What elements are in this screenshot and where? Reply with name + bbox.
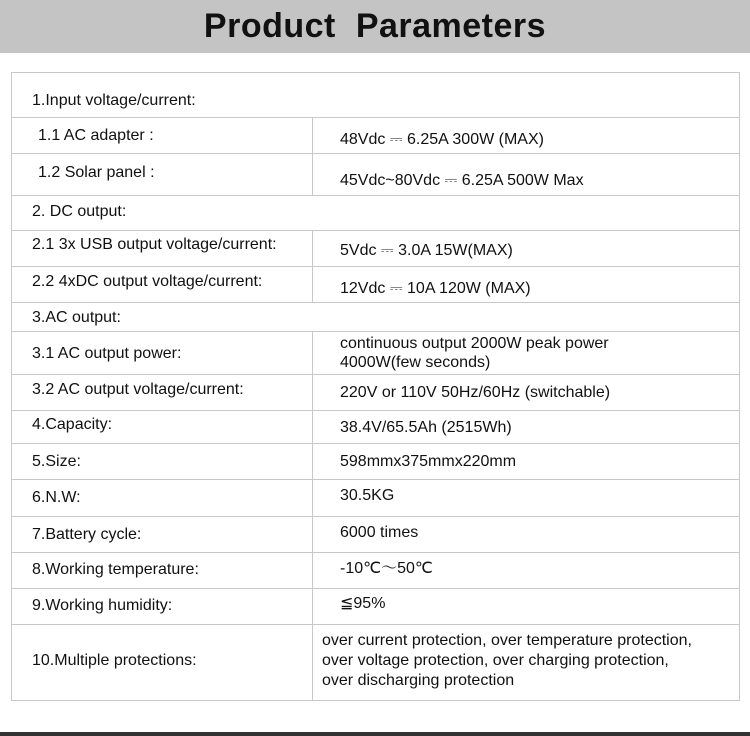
- row-value: -10℃～50℃: [340, 560, 433, 577]
- row-value: 4000W(few seconds): [340, 354, 491, 371]
- row-value: 12Vdc ⎓ 10A 120W (MAX): [340, 280, 531, 297]
- table-row: [12, 73, 739, 118]
- row-value: 5Vdc ⎓ 3.0A 15W(MAX): [340, 242, 513, 259]
- table-row: [12, 480, 739, 517]
- row-label: 3.2 AC output voltage/current:: [32, 381, 244, 398]
- row-value: 45Vdc~80Vdc ⎓ 6.25A 500W Max: [340, 172, 584, 189]
- table-row: [12, 517, 739, 553]
- row-label: 3.AC output:: [32, 309, 121, 326]
- row-value: 598mmx375mmx220mm: [340, 453, 517, 470]
- row-label: 1.Input voltage/current:: [32, 92, 196, 109]
- row-label: 2.2 4xDC output voltage/current:: [32, 273, 263, 290]
- row-value: 220V or 110V 50Hz/60Hz (switchable): [340, 384, 611, 401]
- row-label: 3.1 AC output power:: [32, 345, 182, 362]
- table-row: [12, 375, 739, 411]
- table-row: [12, 444, 739, 480]
- row-label: 10.Multiple protections:: [32, 652, 197, 669]
- row-value: over current protection, over temperature protection,: [322, 632, 692, 649]
- row-value: 30.5KG: [340, 487, 395, 504]
- table-row: [12, 154, 739, 196]
- row-label: 2.1 3x USB output voltage/current:: [32, 236, 277, 253]
- row-value: continuous output 2000W peak power: [340, 335, 609, 352]
- page-title: Product Parameters: [203, 7, 547, 45]
- row-label: 1.2 Solar panel :: [38, 164, 155, 181]
- row-value: ≦95%: [340, 595, 386, 612]
- row-value: 38.4V/65.5Ah (2515Wh): [340, 419, 512, 436]
- row-label: 8.Working temperature:: [32, 561, 199, 578]
- table-row: [12, 553, 739, 589]
- row-value: 48Vdc ⎓ 6.25A 300W (MAX): [340, 131, 544, 148]
- row-value: over voltage protection, over charging protection,: [322, 652, 669, 669]
- row-label: 9.Working humidity:: [32, 597, 173, 614]
- table-row: [12, 118, 739, 154]
- table-row: [12, 231, 739, 267]
- row-label: 6.N.W:: [32, 489, 81, 506]
- row-label: 4.Capacity:: [32, 416, 113, 433]
- row-value: 6000 times: [340, 524, 419, 541]
- row-value: over discharging protection: [322, 672, 515, 689]
- table-row: [12, 625, 739, 700]
- table-row: [12, 303, 739, 332]
- row-label: 2. DC output:: [32, 203, 127, 220]
- table-row: [12, 267, 739, 303]
- table-row: [12, 332, 739, 375]
- header-bar: [0, 0, 750, 53]
- table-row: [12, 589, 739, 625]
- row-label: 7.Battery cycle:: [32, 526, 142, 543]
- row-label: 1.1 AC adapter :: [38, 127, 154, 144]
- parameters-table: [11, 72, 740, 701]
- table-row: [12, 411, 739, 444]
- table-row: [12, 196, 739, 231]
- row-label: 5.Size:: [32, 453, 81, 470]
- bottom-divider: [0, 732, 750, 736]
